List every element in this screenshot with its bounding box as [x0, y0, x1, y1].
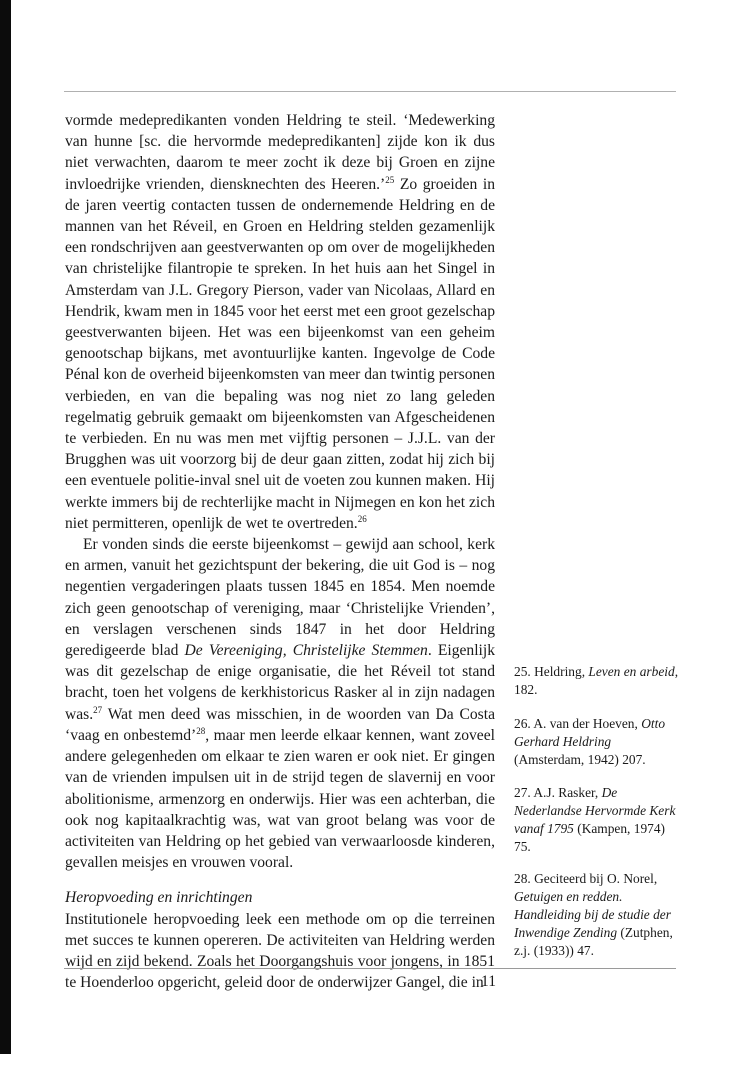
- paragraph-1: vormde medepredikanten vonden Heldring te steil. ‘Medewerking van hunne [sc. die hervormde medepredikanten] zijde kon ik dus niet verwachten, daarom te meer zocht ik deze bij Groen en zijne invloedrijke vrienden, diensknechten des Heeren.’$^{25}$ Zo groeiden in de jaren veertig contacten tussen de ondernemende Heldring en de mannen van het Réveil, en Groen en Heldring stelden gezamenlijk een rondschrijven aan geestverwanten op om over de mogelijkheden van christelijke filantropie te spreken. In het huis aan het Singel in Amsterdam van J.L. Gregory Pierson, vader van Nicolaas, Allard en Hendrik, kwam men in 1845 voor het eerst met een groot gezelschap geestverwanten bijeen. Het was een bijeenkomst van een geheim genootschap bijkans, met avontuurlijke kanten. Ingevolge de Code Pénal kon de overheid bijeenkomsten van meer dan twintig personen verbieden, en van die bepaling was nog niet zo lang geleden regelmatig gebruik gemaakt om bijeenkomsten van Afgescheidenen te verbieden. En nu was men met vijftig personen – J.J.L. van der Brugghen was uit voorzorg bij de deur gaan zitten, zodat hij zich bij een eventuele politie-inval snel uit de voeten zou kunnen maken. Hij werkte immers bij de rechterlijke macht in Nijmegen en kon het zich niet permitteren, openlijk de wet te overtreden.$^{26}$: [65, 112, 496, 532]
- page-number: 11: [480, 973, 496, 990]
- section-heading: Heropvoeding en inrichtingen: [65, 889, 253, 907]
- main-text-column: [65, 110, 495, 993]
- footnote-27: 27. A.J. Rasker, De Nederlandse Hervormde Kerk vanaf 1795 (Kampen, 1974) 75.: [514, 785, 676, 854]
- scan-edge: [0, 0, 11, 1054]
- footnote-28: 28. Geciteerd bij O. Norel, Getuigen en redden. Handleiding bij de studie der Inwendige Zending (Zutphen, z.j. (1933)) 47.: [514, 871, 673, 958]
- paragraph-2: Er vonden sinds die eerste bijeenkomst – gewijd aan school, kerk en armen, vanuit het gezichtspunt der bekering, die uit God is – nog negentien vergaderingen plaats tussen 1845 en 1854. Men noemde zich geen genootschap of vereniging, maar ‘Christelijke Vrienden’, en verslagen verschenen sinds 1847 in het door Heldring geredigeerde blad De Vereeniging, Christelijke Stemmen. Eigenlijk was dit gezelschap de enige organisatie, die het Réveil tot stand bracht, toen het volgens de kerkhistoricus Rasker al in zijn nadagen was.$^{27}$ Wat men deed was misschien, in de woorden van Da Costa ‘vaag en onbestemd’$^{28}$, maar men leerde elkaar kennen, want zoveel andere gelegenheden om elkaar te zien waren er ook niet. Er gingen van de vrienden impulsen uit in de strijd tegen de slavernij en voor abolitionisme, armenzorg en onderwijs. Hier was een achterban, die ook nog kapitaalkrachtig was, wat van groot belang was voor de activiteiten van Heldring op het gebied van verwaarloosde kinderen, gevallen meisjes en vrouwen vooral.: [65, 536, 496, 872]
- footnote-ref-25: 25: [385, 174, 395, 185]
- paragraph-3: Institutionele heropvoeding leek een methode om op die terreinen met succes te kunnen opereren. De activiteiten van Heldring werden wijd en zijd bekend. Zoals het Doorgangshuis voor jongens, in 1851 te Hoenderloo opgericht, geleid door de onderwijzer Gangel, die in: [65, 910, 495, 992]
- footnote-ref-26: 26: [357, 513, 367, 524]
- journal-title: De Vereeniging, Christelijke Stemmen: [184, 642, 428, 660]
- footer-rule: [64, 968, 676, 969]
- footnote-ref-28: 28: [196, 725, 206, 736]
- footnote-ref-27: 27: [93, 704, 103, 715]
- header-rule: [64, 91, 676, 92]
- footnote-25: 25. Heldring, Leven en arbeid, 182.: [514, 664, 679, 697]
- footnote-26: 26. A. van der Hoeven, Otto Gerhard Heldring (Amsterdam, 1942) 207.: [514, 716, 666, 767]
